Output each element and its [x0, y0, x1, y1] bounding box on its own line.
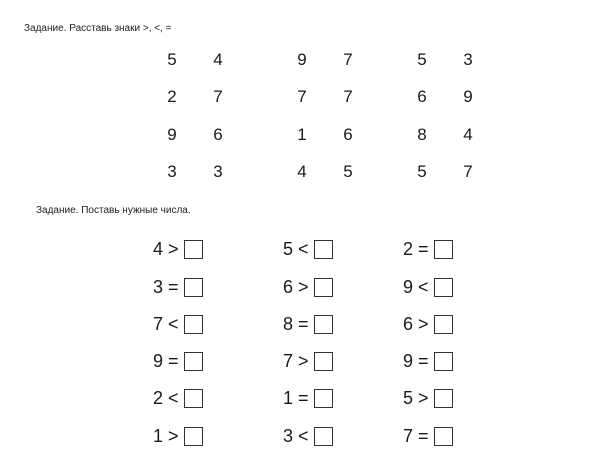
fill-in-expression [283, 312, 333, 336]
fill-in-expression [153, 275, 203, 299]
expression-text: 2 = [403, 239, 429, 259]
pair-number: 6 [343, 125, 353, 144]
pair-number: 6 [417, 87, 427, 106]
expression-text: 1 > [153, 426, 179, 446]
answer-box[interactable] [184, 427, 203, 446]
expression-text: 9 = [153, 351, 179, 371]
answer-box[interactable] [314, 278, 333, 297]
expression-text: 4 > [153, 239, 179, 259]
fill-in-expression [153, 237, 203, 261]
fill-in-expression [403, 349, 453, 373]
pair-number: 7 [343, 50, 353, 69]
pair-number: 2 [167, 87, 177, 106]
answer-box[interactable] [314, 352, 333, 371]
pair-number: 5 [343, 162, 353, 181]
expression-text: 7 = [403, 426, 429, 446]
expression-text: 2 < [153, 388, 179, 408]
pair-number: 7 [343, 87, 353, 106]
pair-number: 5 [417, 162, 427, 181]
pair-number: 5 [167, 50, 177, 69]
fill-in-expression [153, 349, 203, 373]
pair-number: 8 [417, 125, 427, 144]
pair-number: 6 [213, 125, 223, 144]
expression-text: 1 = [283, 388, 309, 408]
answer-box[interactable] [184, 389, 203, 408]
fill-in-expression [403, 386, 453, 410]
fill-in-expression [283, 349, 333, 373]
fill-in-expression [153, 312, 203, 336]
fill-in-expression [283, 275, 333, 299]
pair-number: 3 [463, 50, 473, 69]
pair-number: 1 [297, 125, 307, 144]
pair-number: 4 [297, 162, 307, 181]
answer-box[interactable] [434, 240, 453, 259]
answer-box[interactable] [434, 389, 453, 408]
fill-in-expression [403, 424, 453, 448]
fill-in-expression [283, 424, 333, 448]
answer-box[interactable] [314, 315, 333, 334]
pair-number: 4 [213, 50, 223, 69]
fill-in-expression [283, 237, 333, 261]
pair-number: 9 [167, 125, 177, 144]
answer-box[interactable] [434, 315, 453, 334]
expression-text: 6 > [283, 277, 309, 297]
fill-in-expression [403, 312, 453, 336]
answer-box[interactable] [184, 315, 203, 334]
answer-box[interactable] [314, 240, 333, 259]
pair-number: 9 [463, 87, 473, 106]
expression-text: 8 = [283, 314, 309, 334]
pair-number: 9 [297, 50, 307, 69]
pair-number: 3 [167, 162, 177, 181]
answer-box[interactable] [434, 352, 453, 371]
answer-box[interactable] [314, 427, 333, 446]
fill-in-expression [283, 386, 333, 410]
expression-text: 9 < [403, 277, 429, 297]
pair-number: 3 [213, 162, 223, 181]
task1-heading: Задание. Расставь знаки >, <, = [24, 23, 172, 34]
fill-in-expression [153, 386, 203, 410]
pair-number: 7 [297, 87, 307, 106]
pair-number: 5 [417, 50, 427, 69]
task2-heading: Задание. Поставь нужные числа. [36, 205, 191, 216]
expression-text: 5 > [403, 388, 429, 408]
expression-text: 3 = [153, 277, 179, 297]
answer-box[interactable] [434, 427, 453, 446]
pair-number: 4 [463, 125, 473, 144]
expression-text: 6 > [403, 314, 429, 334]
answer-box[interactable] [184, 352, 203, 371]
expression-text: 3 < [283, 426, 309, 446]
expression-text: 5 < [283, 239, 309, 259]
expression-text: 9 = [403, 351, 429, 371]
answer-box[interactable] [184, 240, 203, 259]
answer-box[interactable] [184, 278, 203, 297]
fill-in-expression [153, 424, 203, 448]
answer-box[interactable] [314, 389, 333, 408]
fill-in-expression [403, 275, 453, 299]
expression-text: 7 < [153, 314, 179, 334]
pair-number: 7 [463, 162, 473, 181]
answer-box[interactable] [434, 278, 453, 297]
expression-text: 7 > [283, 351, 309, 371]
pair-number: 7 [213, 87, 223, 106]
fill-in-expression [403, 237, 453, 261]
